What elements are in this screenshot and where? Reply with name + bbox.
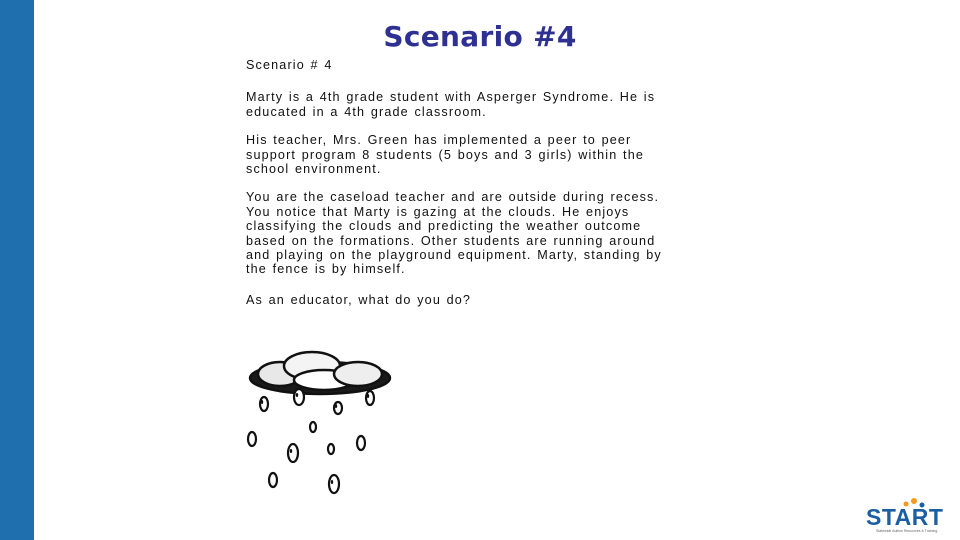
raindrop	[328, 444, 334, 454]
raindrop	[288, 444, 298, 462]
rain-cloud-icon	[240, 348, 400, 508]
raindrop	[294, 389, 304, 405]
raindrop	[334, 402, 342, 414]
logo-tagline: Statewide Autism Resources & Training	[876, 529, 938, 533]
raindrop	[357, 436, 365, 450]
left-accent-bar	[0, 0, 34, 540]
slide-title: Scenario #4	[383, 20, 577, 53]
raindrop	[329, 475, 339, 493]
scenario-document	[246, 58, 746, 321]
raindrop	[366, 391, 374, 405]
paragraph-recess: You are the caseload teacher and are outside during recess. You notice that Marty is gazing at the clouds. He enjoys classifying the clouds and predicting the weather outcome based on the formations. Other students are running around and playing on the playground equipment. Marty, standing by the fence is by himself.	[246, 190, 662, 277]
paragraph-student: Marty is a 4th grade student with Asperger Syndrome. He is educated in a 4th grade classroom.	[246, 90, 656, 119]
raindrop	[310, 422, 316, 432]
raindrop	[248, 432, 256, 446]
raindrop	[260, 397, 268, 411]
start-logo	[866, 496, 948, 536]
document-question: As an educator, what do you do?	[246, 292, 472, 307]
logo-text: START	[866, 504, 944, 530]
document-heading: Scenario # 4	[246, 58, 333, 72]
raindrop	[269, 473, 277, 487]
paragraph-teacher: His teacher, Mrs. Green has implemented a peer to peer support program 8 students (5 boys and 3 girls) within the school environment.	[246, 133, 645, 177]
